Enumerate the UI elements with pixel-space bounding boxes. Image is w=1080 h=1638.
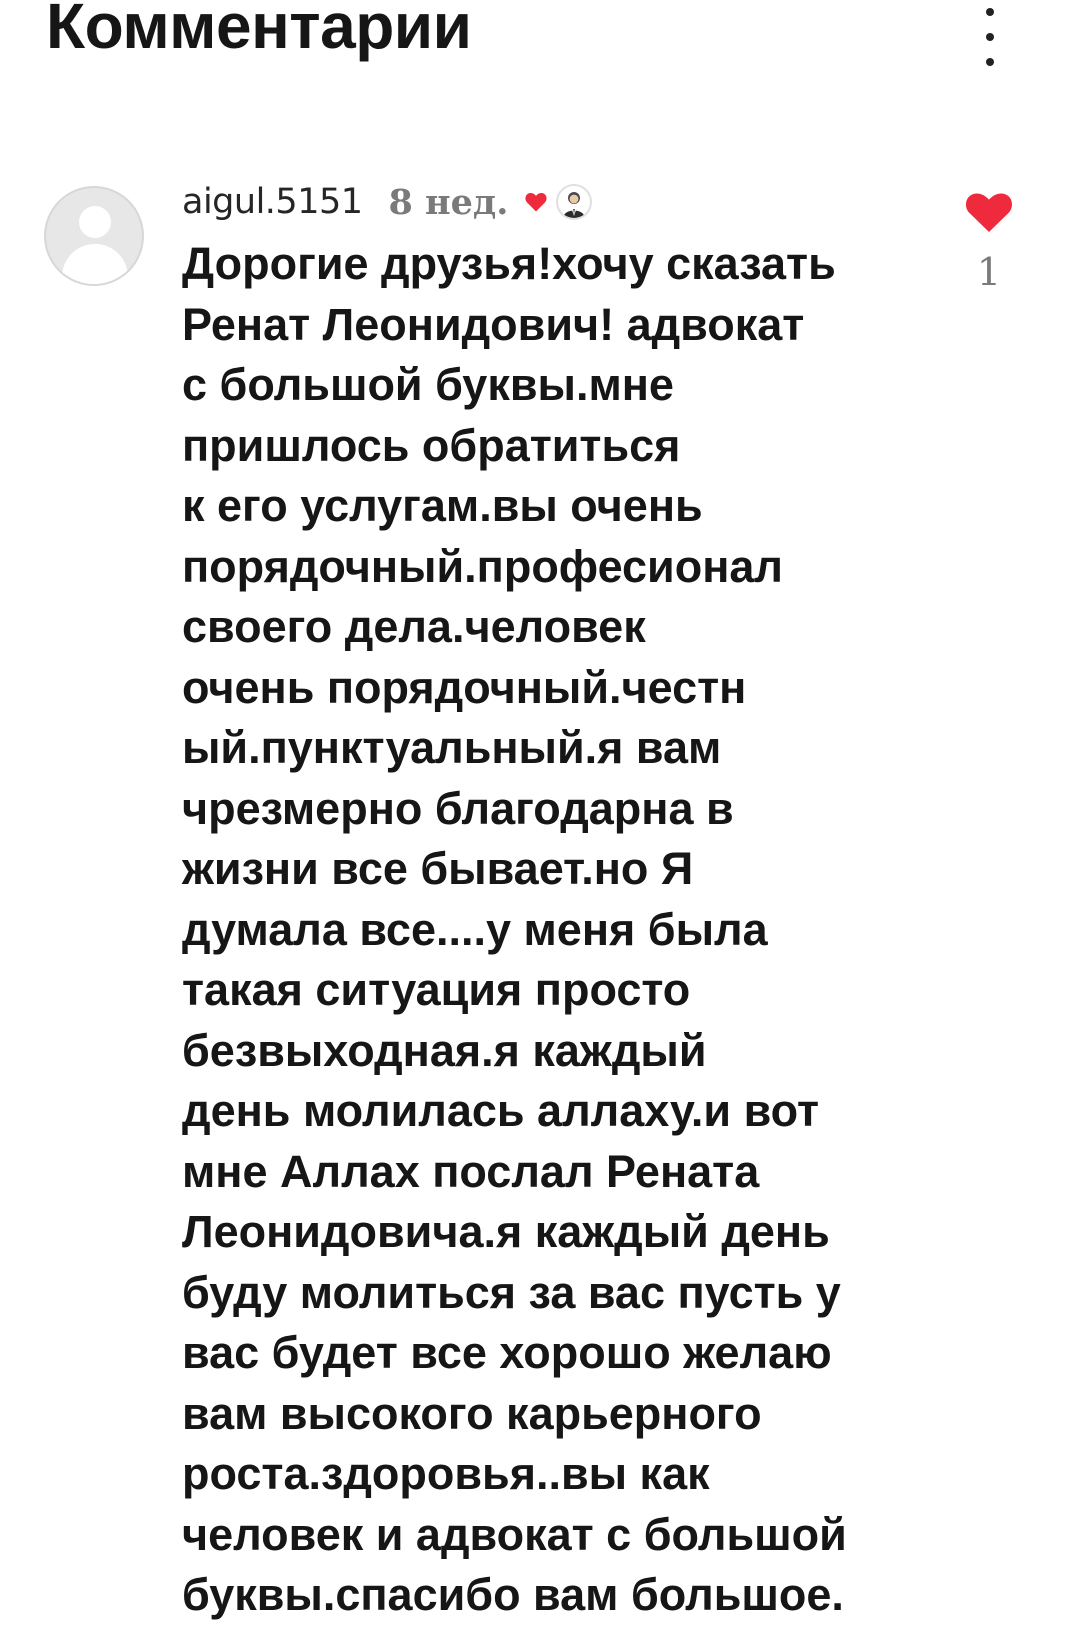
creator-avatar-icon xyxy=(556,184,592,220)
comment-text: Дорогие друзья!хочу сказать Ренат Леонидович! адвокат с большой буквы.мне пришлось обратиться к его услугам.вы очень порядочный.професионал своего дела.человек очень порядочный.честн ый.пунктуальный.я вам чрезмерно благодарна в жизни все бывает.но Я думала все....у меня была такая ситуация просто безвыходная.я каждый день молилась аллаху.и вот мне Аллах послал Рената Леонидовича.я каждый день буду молиться за вас пусть у вас будет все хорошо желаю вам высокого карьерного роста.здоровья..вы как человек и адвокат с большой буквы.спасибо вам большое. xyxy=(182,238,847,1620)
like-count: 1 xyxy=(976,250,1002,294)
more-options-button[interactable] xyxy=(968,4,1012,70)
more-vertical-icon-dot xyxy=(986,33,994,41)
heart-icon[interactable] xyxy=(964,188,1014,234)
comment-username[interactable]: aigul.5151 xyxy=(182,182,363,222)
page-title: Комментарии xyxy=(46,0,472,62)
default-avatar-icon[interactable] xyxy=(44,186,144,286)
avatar-head-shape xyxy=(79,206,111,238)
comment-meta xyxy=(182,180,592,224)
creator-avatar-image xyxy=(558,186,590,218)
heart-icon xyxy=(524,190,548,214)
comment-timestamp: 8 нед. xyxy=(388,181,509,223)
more-vertical-icon-dot xyxy=(986,58,994,66)
comments-header xyxy=(0,0,1080,110)
avatar-shoulders-shape xyxy=(62,244,128,286)
more-vertical-icon xyxy=(986,8,994,16)
